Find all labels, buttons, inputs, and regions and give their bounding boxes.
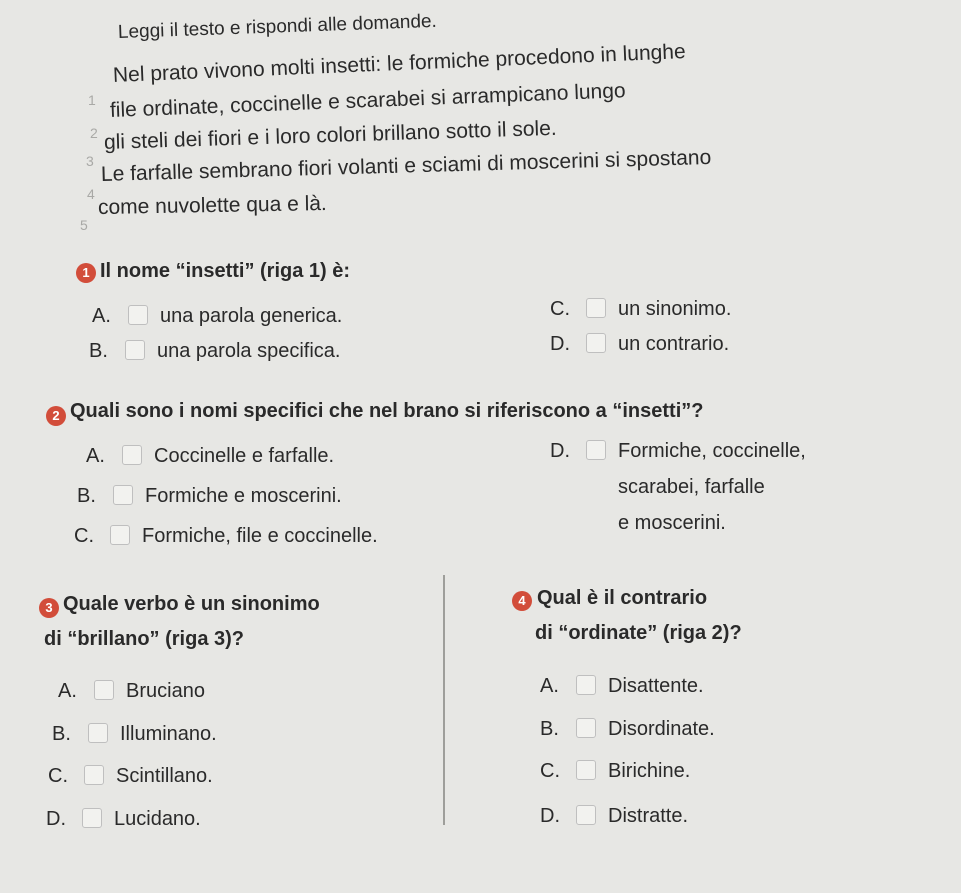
option-3d[interactable]	[46, 808, 201, 831]
option-letter: B.	[77, 485, 96, 507]
option-label: Birichine.	[608, 760, 691, 782]
question-text: Quale verbo è un sinonimo	[63, 593, 320, 615]
option-label: un sinonimo.	[618, 298, 732, 320]
question-text-line2: di “ordinate” (riga 2)?	[535, 622, 742, 644]
option-3b[interactable]	[52, 723, 217, 746]
checkbox[interactable]	[125, 340, 145, 360]
question-text: Il nome “insetti” (riga 1) è:	[100, 260, 351, 282]
checkbox[interactable]	[576, 675, 596, 695]
option-letter: A.	[92, 305, 111, 327]
option-label: Disattente.	[608, 675, 704, 697]
option-label: Lucidano.	[114, 808, 201, 830]
question-text: Qual è il contrario	[537, 587, 708, 609]
option-letter: A.	[540, 675, 559, 697]
option-1d[interactable]	[550, 333, 729, 356]
question-number-badge: 4	[512, 591, 532, 611]
passage-line: Nel prato vivono molti insetti: le formiche procedono in lunghe	[112, 40, 687, 87]
option-letter: B.	[540, 718, 559, 740]
option-2a[interactable]	[86, 445, 334, 468]
question-number-badge: 3	[39, 598, 59, 618]
checkbox[interactable]	[576, 718, 596, 738]
option-label: Scintillano.	[116, 765, 213, 787]
option-2d-line2: scarabei, farfalle	[618, 476, 765, 498]
question-number-badge: 1	[76, 263, 96, 283]
option-letter: A.	[58, 680, 77, 702]
option-label: Formiche, coccinelle,	[618, 440, 806, 462]
checkbox[interactable]	[113, 485, 133, 505]
question-number-badge: 2	[46, 406, 66, 426]
option-letter: D.	[550, 440, 570, 462]
checkbox[interactable]	[586, 333, 606, 353]
option-label: Formiche, file e coccinelle.	[142, 525, 378, 547]
option-3a[interactable]	[58, 680, 205, 703]
checkbox[interactable]	[88, 723, 108, 743]
instruction-heading: Leggi il testo e rispondi alle domande.	[117, 10, 438, 43]
checkbox[interactable]	[94, 680, 114, 700]
option-label: una parola generica.	[160, 305, 343, 327]
checkbox[interactable]	[84, 765, 104, 785]
option-letter: C.	[74, 525, 94, 547]
line-number: 5	[80, 217, 88, 233]
checkbox[interactable]	[82, 808, 102, 828]
option-3c[interactable]	[48, 765, 213, 788]
option-2d-line3: e moscerini.	[618, 512, 726, 534]
option-letter: C.	[540, 760, 560, 782]
checkbox[interactable]	[586, 298, 606, 318]
option-label: Illuminano.	[120, 723, 217, 745]
option-2d[interactable]	[550, 440, 806, 463]
option-2c[interactable]	[74, 525, 378, 548]
line-number: 4	[87, 186, 95, 202]
option-4b[interactable]	[540, 718, 715, 741]
option-label: un contrario.	[618, 333, 730, 355]
option-letter: A.	[86, 445, 105, 467]
option-label: Coccinelle e farfalle.	[154, 445, 335, 467]
checkbox[interactable]	[122, 445, 142, 465]
option-letter: D.	[46, 808, 66, 830]
option-letter: D.	[540, 805, 560, 827]
option-label: una parola specifica.	[157, 340, 341, 362]
option-letter: C.	[48, 765, 68, 787]
line-number: 3	[86, 153, 94, 169]
option-4d[interactable]	[540, 805, 688, 828]
option-label: Formiche e moscerini.	[145, 485, 342, 507]
option-letter: C.	[550, 298, 570, 320]
option-1b[interactable]	[89, 340, 340, 363]
option-label: Bruciano	[126, 680, 205, 702]
passage-line: come nuvolette qua e là.	[97, 192, 327, 219]
checkbox[interactable]	[128, 305, 148, 325]
checkbox[interactable]	[576, 805, 596, 825]
checkbox[interactable]	[110, 525, 130, 545]
option-4a[interactable]	[540, 675, 704, 698]
option-letter: D.	[550, 333, 570, 355]
option-label: Distratte.	[608, 805, 689, 827]
line-number: 2	[90, 125, 98, 141]
passage-line: gli steli dei fiori e i loro colori brillano sotto il sole.	[103, 116, 557, 154]
question-text-line2: di “brillano” (riga 3)?	[44, 628, 245, 650]
option-4c[interactable]	[540, 760, 690, 783]
option-2b[interactable]	[77, 485, 342, 508]
option-letter: B.	[89, 340, 108, 362]
option-1c[interactable]	[550, 298, 731, 321]
column-divider	[443, 575, 445, 825]
option-1a[interactable]	[92, 305, 342, 328]
passage-line: Le farfalle sembrano fiori volanti e sciami di moscerini si spostano	[100, 145, 712, 186]
checkbox[interactable]	[576, 760, 596, 780]
option-label: Disordinate.	[608, 718, 715, 740]
line-number: 1	[88, 92, 96, 108]
question-text: Quali sono i nomi specifici che nel brano si riferiscono a “insetti”?	[70, 400, 704, 422]
option-letter: B.	[52, 723, 71, 745]
passage-line: file ordinate, coccinelle e scarabei si arrampicano lungo	[109, 79, 626, 122]
checkbox[interactable]	[586, 440, 606, 460]
